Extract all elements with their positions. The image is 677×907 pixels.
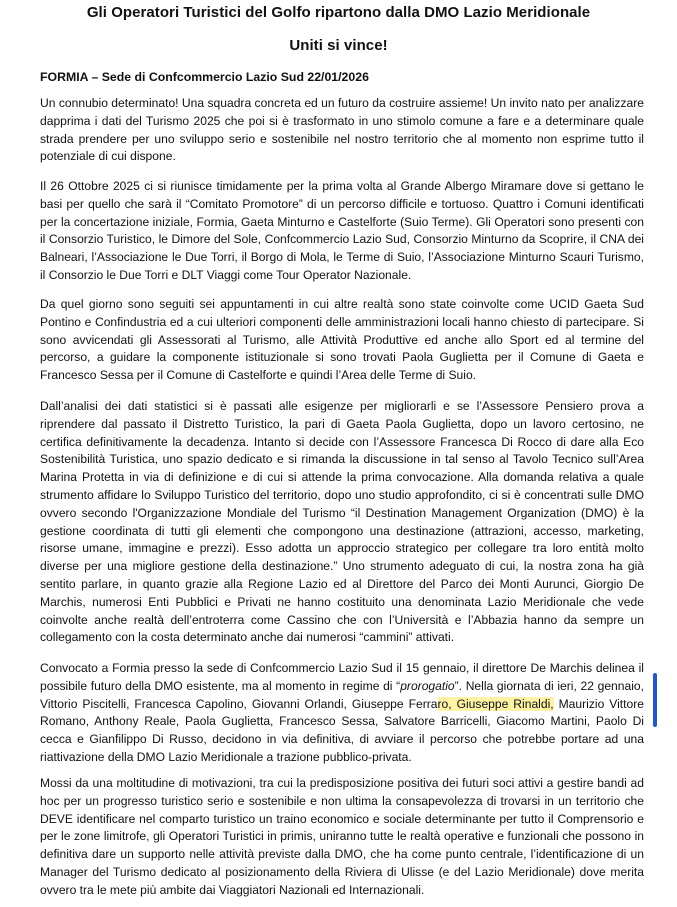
paragraph-intro: Un connubio determinato! Una squadra concreta ed un futuro da costruire assieme! Un invito nato per analizzare dapprima i dati del Turismo 2025 che poi si è trasformato in uno stimolo comune a fare e a determinare quale strada prendere per uno sviluppo serio e sostenibile nel nostro territorio che al momento non esprime tutto il potenziale di cui dispone. bbox=[40, 96, 644, 164]
document-title: Gli Operatori Turistici del Golfo ripartono dalla DMO Lazio Meridionale bbox=[86, 4, 591, 21]
paragraph-dmo-analysis: Dall’analisi dei dati statistici si è passati alle esigenze per migliorarli e se l’Assessore Pensiero prova a riprendere dal passato il Distretto Turistico, la pari di Gaeta Paola Guglietta, dopo un lavoro certosino, ne certifica definitivamente la decadenza. Intanto si decide con l’Assessore Francesca Di Rocco di dare alla Eco Sostenibilità Turistica, uno spazio dedicato e si rimanda la discussione in tal senso al Tavolo Tecnico sull’Area Marina Protetta in via di definizione e di cui si attende la prima convocazione. Alla domanda relativa a quale strumento affidare lo Sviluppo Turistico del territorio, dopo uno studio approfondito, ci si è concentrati sulle DMO ovvero secondo l'Organizzazione Mondiale del Turismo “il Destination Management Organization (DMO) è la gestione coordinata di tutti gli elementi che compongono una destinazione (attrazioni, accesso, marketing, risorse umane, immagine e prezzi). Esso adotta un approccio strategico per collegare tra loro entità molto diverse per una migliore gestione della destinazione.” Uno strumento adeguato di cui, la nostra zona ha già sentito parlare, in quanto grazie alla Regione Lazio ed al Direttore del Parco dei Monti Aurunci, Giorgio De Marchis, numerosi Enti Pubblici e Privati ne hanno costituito una denominata Lazio Meridionale che vede coinvolte anche realtà dell’entroterra come Cassino che con l’Università e l’Abbazia hanno da sempre un collegamento con la costa determinato anche dai numerosi “cammini” attivati. bbox=[40, 399, 644, 645]
paragraph-meetings: Da quel giorno sono seguiti sei appuntamenti in cui altre realtà sono state coinvolte come UCID Gaeta Sud Pontino e Confindustria ed a cui ulteriori componenti delle amministrazioni locali hanno chiesto di partecipare. Si sono avvicendati gli Assessorati al Turismo, alle Attività Produttive ed anche allo Sport ed al termine del percorso, a guidare la componente istituzionale si sono trovati Paola Guglietta per il Comune di Gaeta e Francesco Sessa per il Comune di Castelforte e quindi l’Area delle Terme di Suio. bbox=[40, 297, 644, 383]
paragraph-motivations: Mossi da una moltitudine di motivazioni, tra cui la predisposizione positiva dei futuri soci attivi a gestire bandi ad hoc per un progresso turistico serio e sostenibile e non ultima la consapevolezza di trovarsi in un territorio che DEVE identificare nel comparto turistico un traino economico e sociale determinante per tutto il Comprensorio e per le zone limitrofe, gli Operatori Turistici in primis, uniranno tutte le realtà operative e funzionali che possono in definitiva dare un supporto nelle attività previste dalla DMO, che ha come punto centrale, l’identificazione di un Manager del Turismo dedicato al posizionamento della Riviera di Ulisse (e del Lazio Meridionale) dove merita ovvero tra le mete più ambite dai Viaggiatori Nazionali ed Internazionali. bbox=[40, 776, 644, 897]
margin-marker-annotation bbox=[653, 673, 657, 727]
document-subtitle: Uniti si vince! bbox=[289, 37, 388, 54]
paragraph-convocation-text-c: Maurizio Vittore Romano, Anthony Reale, Paola Guglietta, Francesco Sessa, Salvatore Barricelli, Giacomo Martini, Paolo Di cecca e Gianfilippo Di Russo, decidono in via definitiva, di avviare il percorso che potrebbe portare ad una riattivazione della DMO Lazio Meridionale a trazione pubblico-privata. bbox=[40, 696, 644, 764]
paragraph-convocation-text-b: ”. Nella giornata di ieri, 22 gennaio, Vittorio Piscitelli, Francesca Capolino, Giovanni Orlandi, Giuseppe Ferra bbox=[40, 678, 644, 711]
italic-term: prorogatio bbox=[400, 678, 455, 693]
highlighted-text: ro, Giuseppe Rinaldi, bbox=[437, 696, 554, 711]
paragraph-convocation-text-a: Convocato a Formia presso la sede di Confcommercio Lazio Sud il 15 gennaio, il direttore De Marchis delinea il possibile futuro della DMO esistente, ma al momento in regime di “ bbox=[40, 661, 644, 693]
paragraph-committee: Il 26 Ottobre 2025 ci si riunisce timidamente per la prima volta al Grande Albergo Miramare dove si gettano le basi per quello che sarà il “Comitato Promotore” di un percorso difficile e tortuoso. Quattro i Comuni identificati per la concertazione iniziale, Formia, Gaeta Minturno e Castelforte (Suio Terme). Gli Operatori sono presenti con il Consorzio Turistico, le Dimore del Sole, Confcommercio Lazio Sud, Consorzio Minturno da Scoprire, il CNA dei Balneari, l’Associazione le Due Torri, il Borgo di Mola, le Terme di Suio, l’Associazione Minturno Scauri Turismo, il Consorzio le Due Torri e DLT Viaggi come Tour Operator Nazionale. bbox=[40, 179, 644, 282]
dateline: FORMIA – Sede di Confcommercio Lazio Sud 22/01/2026 bbox=[40, 70, 369, 84]
paragraph-convocation bbox=[40, 660, 644, 767]
